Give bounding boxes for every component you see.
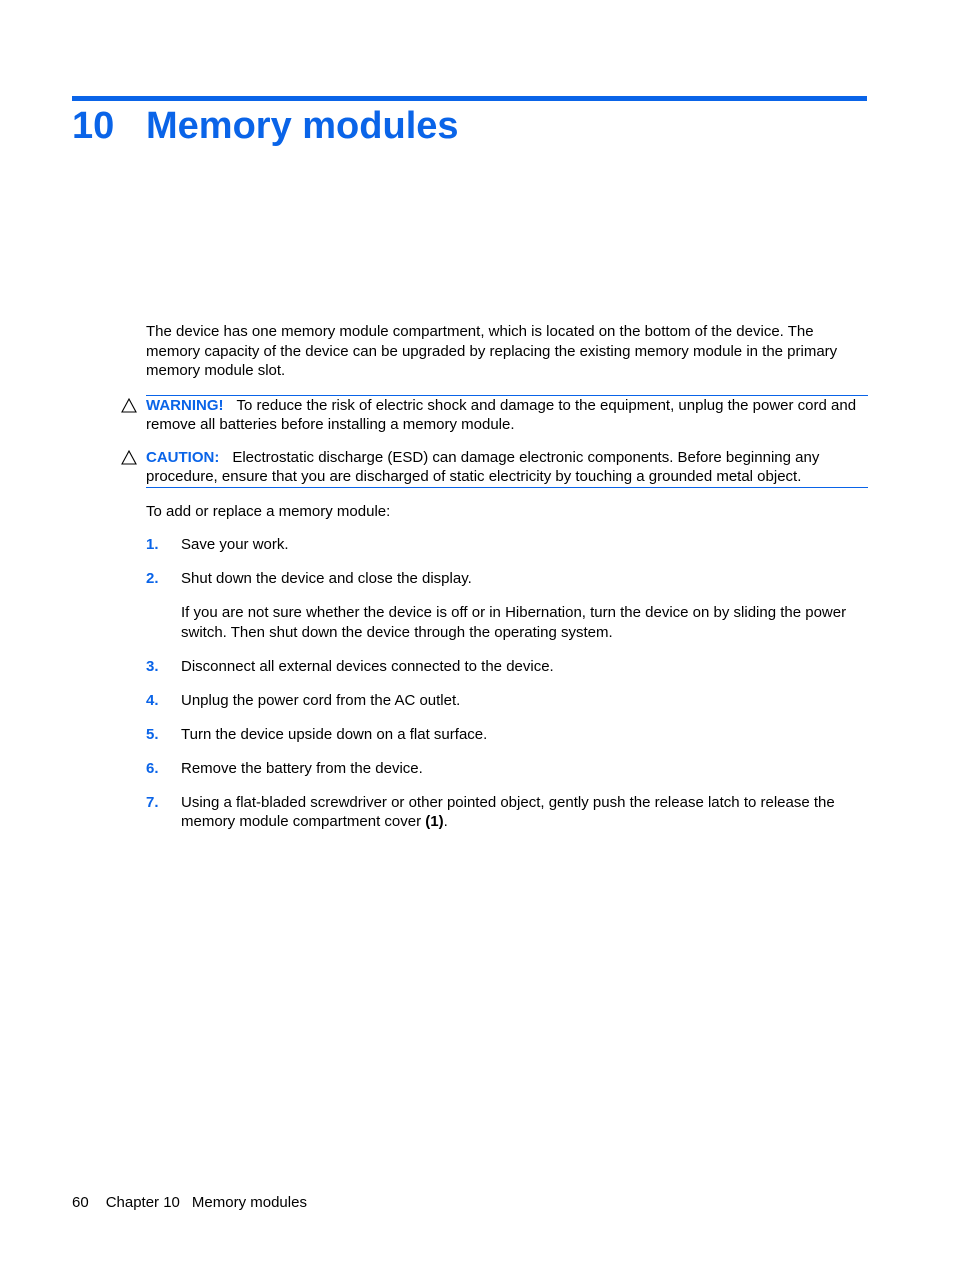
caution-triangle-icon: [121, 448, 137, 467]
page-content: [146, 322, 868, 846]
warning-label: WARNING!: [146, 396, 224, 414]
page-number: 60: [72, 1194, 89, 1211]
step-text-tail: .: [443, 813, 448, 830]
footer-chapter: Chapter 10: [105, 1194, 180, 1211]
procedure-steps: [146, 535, 868, 832]
warning-text: To reduce the risk of electric shock and damage to the equipment, unplug the power cord and remove all batteries before installing a memory module.: [146, 396, 857, 433]
step-item: [146, 569, 868, 642]
step-text: Remove the battery from the device.: [181, 759, 423, 777]
step-text: Unplug the power cord from the AC outlet.: [181, 691, 461, 709]
step-item: [146, 535, 868, 555]
chapter-title: [72, 101, 459, 151]
step-number: 5.: [146, 725, 159, 743]
step-number: 6.: [146, 759, 159, 777]
procedure-intro: To add or replace a memory module:: [146, 502, 391, 520]
step-number: 1.: [146, 536, 159, 553]
step-text: Disconnect all external devices connected to the device.: [181, 657, 554, 675]
caution-notice: [146, 448, 868, 487]
callout-reference: (1): [425, 813, 444, 830]
step-text: Using a flat-bladed screwdriver or other pointed object, gently push the release latch to release the memory module compartment cover: [181, 793, 835, 830]
step-text: Turn the device upside down on a flat surface.: [181, 725, 488, 743]
footer-title: Memory modules: [191, 1194, 307, 1211]
step-item: [146, 657, 868, 677]
page-footer: [72, 1193, 307, 1212]
caution-label: CAUTION:: [146, 448, 220, 466]
step-item: [146, 759, 868, 779]
step-number: 2.: [146, 570, 159, 587]
step-item: [146, 725, 868, 745]
step-number: 7.: [146, 793, 159, 811]
step-note: If you are not sure whether the device is off or in Hibernation, turn the device on by sliding the power switch. Then shut down the device through the operating system.: [181, 604, 847, 641]
step-text: Save your work.: [181, 536, 289, 553]
step-number: 4.: [146, 691, 159, 709]
intro-paragraph: The device has one memory module compartment, which is located on the bottom of the device. The memory capacity of the device can be upgraded by replacing the existing memory module in the primary memory module slot.: [146, 323, 838, 379]
caution-text: Electrostatic discharge (ESD) can damage electronic components. Before beginning any procedure, ensure that you are discharged of static electricity by touching a grounded metal object.: [146, 448, 820, 485]
notice-box: [146, 395, 868, 488]
step-text: Shut down the device and close the display.: [181, 570, 472, 587]
chapter-number: 10: [72, 105, 115, 147]
warning-notice: [146, 396, 868, 435]
step-number: 3.: [146, 657, 159, 675]
warning-triangle-icon: [121, 396, 137, 415]
step-item: [146, 793, 868, 832]
step-item: [146, 691, 868, 711]
chapter-title-text: Memory modules: [146, 105, 459, 147]
